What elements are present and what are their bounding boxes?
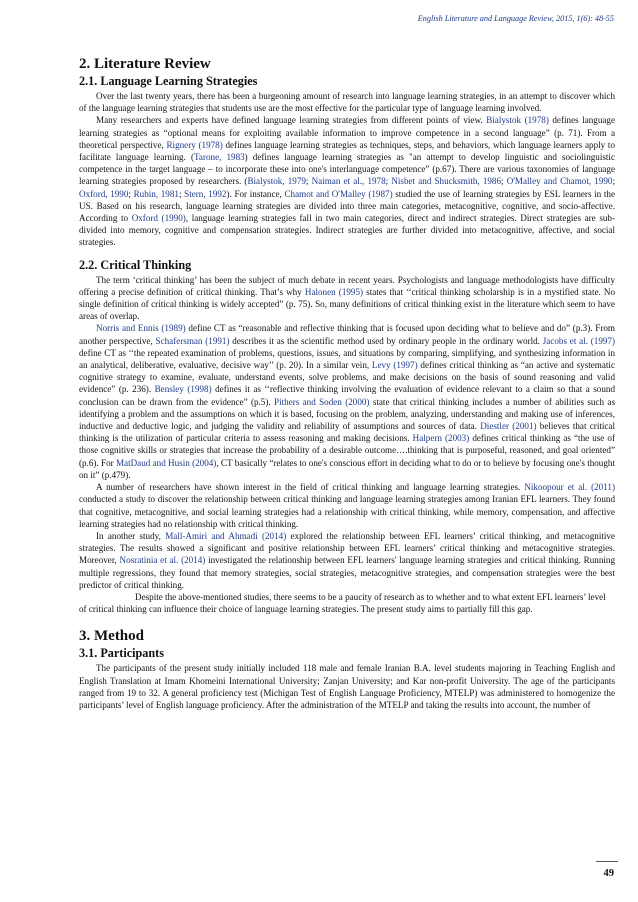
paragraph-text: investigated the relationship between EFL learners' language learning strategies and critical thinking. Running multiple regressions, they found that memory strategies, social strategies, metacognitive strategies, and compensation strategies were the best predictor of critical thinking.	[79, 555, 616, 590]
journal-citation: 2015, 1(6): 48-55	[553, 14, 614, 23]
citation-link[interactable]: Mall-Amiri and Ahmadi (2014)	[165, 530, 287, 541]
citation-link[interactable]: Tarone, 1983	[194, 152, 245, 163]
paragraph-text: define CT as ‘‘the repeated examination of problems, questions, issues, and situations by comparing, simplifying, and synthesizing information in an analytical, deliberative, evaluative, decisive way’’ (p. 20). In a similar vein,	[79, 347, 615, 371]
citation-link[interactable]: Jacobs et al. (1997)	[542, 335, 615, 346]
paragraph-text: explored the relationship between EFL learners’ critical thinking, and metacognitive strategies. The results showed a significant and positive relationship between EFL learners’ critical thinking and metacognitive strategies. Moreover,	[79, 530, 615, 566]
citation-link[interactable]: MatDaud and Husin (2004)	[115, 457, 217, 468]
paragraph-text: In another study,	[96, 530, 166, 541]
paragraph-text: define CT as “reasonable and reflective thinking that is focused upon deciding what to believe and do” (p.3). From another perspective,	[79, 323, 615, 346]
citation-link[interactable]: Levy (1997)	[371, 360, 418, 371]
citation-link[interactable]: Bialystok (1978)	[486, 115, 549, 126]
paragraph-text: , language learning strategies fall in two main categories, direct and indirect strategies. Direct strategies are sub-divided into memory, cognitive and compensation strategies. Indirect strategies are further divided into metacognitive, affective, and social strategies.	[79, 213, 615, 248]
paragraph-text: ). For instance,	[226, 188, 285, 199]
subsection-heading-critical-thinking: 2.2. Critical Thinking	[79, 257, 192, 272]
paragraph-text: Many researchers and experts have defined language learning strategies from different points of view.	[96, 115, 487, 126]
paragraph-ct-1	[79, 274, 615, 323]
footer-rule	[596, 861, 618, 862]
section-heading-method: 3. Method	[79, 628, 144, 645]
paragraph-lls-2	[79, 114, 615, 248]
paragraph-text: conducted a study to discover the relationship between critical thinking and language learning strategies among Iranian EFL learners. They found that cognitive, metacognitive, and social learning strategies had a relationship with critical thinking, while memory, compensation, and affective learning strategies had no relationship with critical thinking.	[79, 494, 615, 529]
paragraph-text: ;	[385, 176, 392, 187]
running-head	[418, 14, 614, 23]
journal-title: English Literature and Language Review,	[417, 14, 554, 23]
paragraph-lls-1: Over the last twenty years, there has been a burgeoning amount of research into language learning strategies, in an attempt to discover which of the language learning strategies that students use are the most effective for the particular type of language learning involved.	[79, 91, 615, 114]
paragraph-text: ;	[128, 188, 134, 199]
citation-link[interactable]: Naiman et al., 1978	[311, 176, 386, 187]
paragraph-text: ;	[612, 176, 615, 187]
page-number: 49	[603, 868, 614, 879]
paragraph-text: A number of researchers have shown interest in the field of critical thinking and language learning strategies.	[96, 482, 525, 493]
section-heading-literature-review: 2. Literature Review	[79, 56, 211, 72]
paragraph-ct-5: Despite the above-mentioned studies, there seems to be a paucity of research as to whether and to what extent EFL learners’ level of critical thinking can influence their choice of language learning strategies. The present study aims to partially fill this gap.	[79, 591, 606, 615]
spacer	[79, 249, 615, 258]
paragraph-text: defines language learning strategies as techniques, steps, and behaviors, which language learners apply to facilitate language learning. (	[79, 139, 615, 163]
citation-link[interactable]: Oxford (1990)	[131, 213, 186, 224]
paragraph-text: , CT basically “relates to one's conscious effort in deciding what to do or to believe by focusing one's thought on it” (p.479).	[79, 457, 615, 480]
citation-link[interactable]: Bensley (1998)	[154, 384, 212, 395]
citation-link[interactable]: Stern, 1992	[184, 188, 227, 199]
citation-link[interactable]: Rubin, 1981	[133, 188, 179, 199]
paragraph-text: ) defines language learning strategies as "an attempt to develop linguistic and sociolinguistic competence in the target language – to incorporate these into one's interlanguage competence” (p.67). There are various taxonomies of language learning strategies proposed by researchers. (	[79, 152, 615, 187]
citation-link[interactable]: Pithers and Soden (2000)	[274, 396, 370, 407]
citation-link[interactable]: Halpern (2003)	[412, 433, 470, 444]
subsection-heading-language-learning-strategies: 2.1. Language Learning Strategies	[79, 74, 258, 88]
paragraph-ct-2	[79, 322, 615, 481]
citation-link[interactable]: Norris and Ennis (1989)	[96, 323, 186, 334]
paragraph-participants-1: The participants of the present study initially included 118 male and female Iranian B.A. level students majoring in Teaching English and English Translation at Imam Khomeini International University; Zanjan University; and Kar non-profit University. The age of the participants ranged from 19 to 32. A general proficiency test (Michigan Test of English Language Proficiency, MTELP) was administered to homogenize the participants’ level of English language proficiency. After the administration of the MTELP and taking the results into account, the number of	[79, 663, 615, 710]
paragraph-text: state that critical thinking includes a number of abilities such as identifying a problem and the assumptions on which it is based, focusing on the problem, analyzing, understanding and making use of inferences, inductive and deductive logic, and judging the validity and reliability of assumptions and sources of data.	[79, 396, 615, 432]
paragraph-text: defines critical thinking as “the use of those cognitive skills or strategies that increase the probability of a desirable outcome….thinking that is purposeful, reasoned, and goal oriented” (p.6). For	[79, 433, 615, 468]
paragraph-text: ;	[305, 176, 312, 187]
page-content	[79, 52, 615, 711]
citation-link[interactable]: Nikoopour et al. (2011)	[524, 482, 615, 493]
spacer	[79, 615, 615, 624]
citation-link[interactable]: Nosratinia et al. (2014)	[119, 555, 206, 566]
paragraph-ct-3	[79, 481, 615, 530]
citation-link[interactable]: Chamot and O'Malley (1987)	[284, 188, 393, 199]
paragraph-text: believes that critical thinking is the utilization of particular criteria to assess reasoning and making decisions.	[79, 421, 615, 444]
paragraph-text: defines it as ‘‘reflective thinking involving the evaluation of evidence relevant to a claim so that a sound conclusion can be drawn from the evidence” (p.5).	[79, 384, 615, 407]
paragraph-text: defines critical thinking as “an active and systematic cognitive strategy to examine, evaluate, understand events, solve problems, and make decisions on the basis of sound reasoning and valid evidence” (p. 236).	[79, 360, 615, 395]
citation-link[interactable]: Diestler (2001)	[480, 421, 537, 432]
citation-link[interactable]: Oxford, 1990	[79, 188, 129, 199]
citation-link[interactable]: Nisbet and Shucksmith, 1986	[391, 176, 502, 187]
paragraph-text: studied the use of learning strategies by ESL learners in the US. Based on his research, language learning strategies are divided into three main categories, metacognitive, cognitive, and socio-affective. According to	[79, 188, 615, 224]
paragraph-text: describes it as the scientific method used by ordinary people in the ordinary world.	[229, 335, 543, 346]
citation-link[interactable]: Rignery (1978)	[166, 139, 223, 150]
citation-link[interactable]: Halonen (1995)	[304, 286, 364, 297]
citation-link[interactable]: O'Malley and Chamot, 1990	[506, 176, 613, 187]
paragraph-text: The term ‘critical thinking’ has been the subject of much debate in recent years. Psychologists and language methodologists have difficulty offering a precise definition of critical thinking. That’s why	[79, 274, 615, 297]
paragraph-text: ;	[178, 188, 185, 199]
subsection-heading-participants: 3.1. Participants	[79, 646, 164, 661]
paragraph-text: states that ‘‘critical thinking scholarship is in a mystified state. No single definition of critical thinking is widely accepted” (p. 75). So, many definitions of critical thinking exist in the literature which seem to have areas of overlap.	[79, 286, 615, 322]
paragraph-ct-4	[79, 530, 615, 591]
paragraph-text: defines language learning strategies as “optional means for exploiting available information to improve competence in a second language” (p. 71). From a theoretical perspective,	[79, 115, 615, 150]
citation-link[interactable]: Bialystok, 1979	[247, 176, 306, 187]
paragraph-text: ;	[501, 176, 507, 187]
citation-link[interactable]: Schafersman (1991)	[155, 335, 230, 346]
